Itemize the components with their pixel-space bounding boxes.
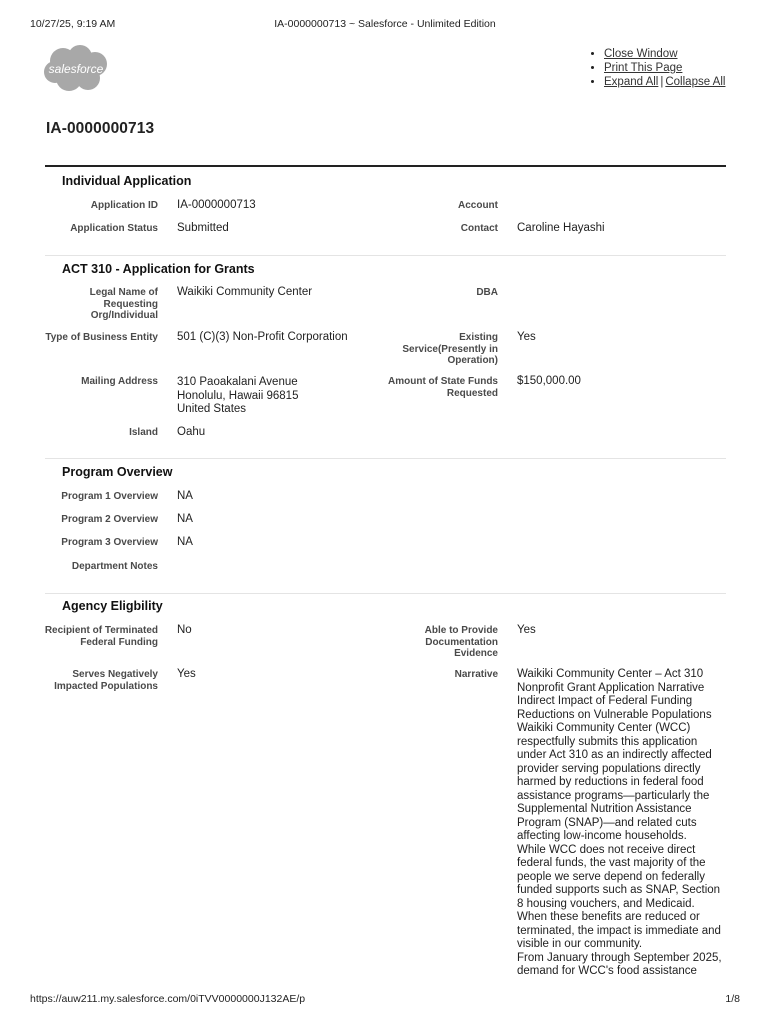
contact-label: Contact [460,223,498,234]
action-separator: | [660,76,664,88]
business-type-label: Type of Business Entity [45,332,158,343]
section-heading-agency-eligibility[interactable]: Agency Eligbility [62,599,163,613]
narrative-label: Narrative [454,669,498,680]
section-divider [45,593,726,594]
recipient-label: Recipient of Terminated Federal Funding [44,625,158,648]
serves-value: Yes [177,668,196,680]
documentation-label: Able to Provide Documentation Evidence [424,625,498,659]
section-heading-act310[interactable]: ACT 310 - Application for Grants [62,262,255,276]
recipient-value: No [177,624,192,636]
section-divider [45,255,726,256]
dba-label: DBA [476,287,498,298]
serves-label: Serves Negatively Impacted Populations [54,669,158,692]
program1-label: Program 1 Overview [61,491,158,502]
business-type-value: 501 (C)(3) Non-Profit Corporation [177,331,348,343]
salesforce-logo [41,44,111,94]
program3-label: Program 3 Overview [61,537,158,548]
expand-all-link[interactable]: Expand All [604,76,659,88]
mailing-address-value: 310 Paoakalani Avenue Honolulu, Hawaii 96815 United States [177,376,299,415]
section-divider [45,458,726,459]
page-number: 1/8 [725,993,740,1005]
department-notes-label: Department Notes [71,561,158,572]
collapse-all-link[interactable]: Collapse All [665,76,726,88]
close-window-link[interactable]: Close Window [604,48,678,60]
narrative-value: Waikiki Community Center – Act 310 Nonprofit Grant Application Narrative Indirect Impact of Federal Funding Reductions on Vulnerable Populations Waikiki Community Center (WCC) respectfully submits this application under Act 310 as an indirectly affected provider serving populations directly harmed by reductions in federal food assistance programs—particularly the Supplemental Nutrition Assistance Program (SNAP)—and related cuts affecting low-income households. While WCC does not receive direct federal funds, the vast majority of the people we serve depend on federally funded supports such as SNAP, Section 8 housing vouchers, and Medicaid. When these benefits are reduced or terminated, the impact is immediate and visible in our community. From January through September 2025, demand for WCC's food assistance [517,668,722,977]
title-divider [45,165,726,167]
existing-service-label: Existing Service(Presently in Operation) [402,332,498,366]
application-status-label: Application Status [70,223,158,234]
program3-value: NA [177,536,193,548]
logo-text: salesforce [48,62,104,76]
application-id-label: Application ID [90,200,158,211]
island-label: Island [129,427,158,438]
print-datetime: 10/27/25, 9:19 AM [30,18,116,30]
state-funds-value: $150,000.00 [517,375,581,387]
page-actions [588,47,725,89]
state-funds-label: Amount of State Funds Requested [388,376,498,399]
contact-value[interactable]: Caroline Hayashi [517,222,605,234]
application-status-value: Submitted [177,222,229,234]
legal-name-value: Waikiki Community Center [177,286,313,298]
island-value: Oahu [177,426,206,438]
print-page-link[interactable]: Print This Page [604,62,683,74]
print-url: https://auw211.my.salesforce.com/0iTVV0000000J132AE/p [30,993,306,1005]
section-heading-individual-application[interactable]: Individual Application [62,174,192,188]
record-title: IA-0000000713 [46,120,155,137]
application-id-value: IA-0000000713 [177,199,256,211]
program2-label: Program 2 Overview [61,514,158,525]
print-header [0,18,770,32]
existing-service-value: Yes [517,331,536,343]
program1-value: NA [177,490,193,502]
documentation-value: Yes [517,624,536,636]
print-page-title: IA-0000000713 ~ Salesforce - Unlimited Edition [274,18,496,30]
mailing-address-label: Mailing Address [81,376,158,387]
section-heading-program-overview[interactable]: Program Overview [62,465,173,479]
account-label: Account [458,200,498,211]
program2-value: NA [177,513,193,525]
legal-name-label: Legal Name of Requesting Org/Individual [89,287,158,321]
